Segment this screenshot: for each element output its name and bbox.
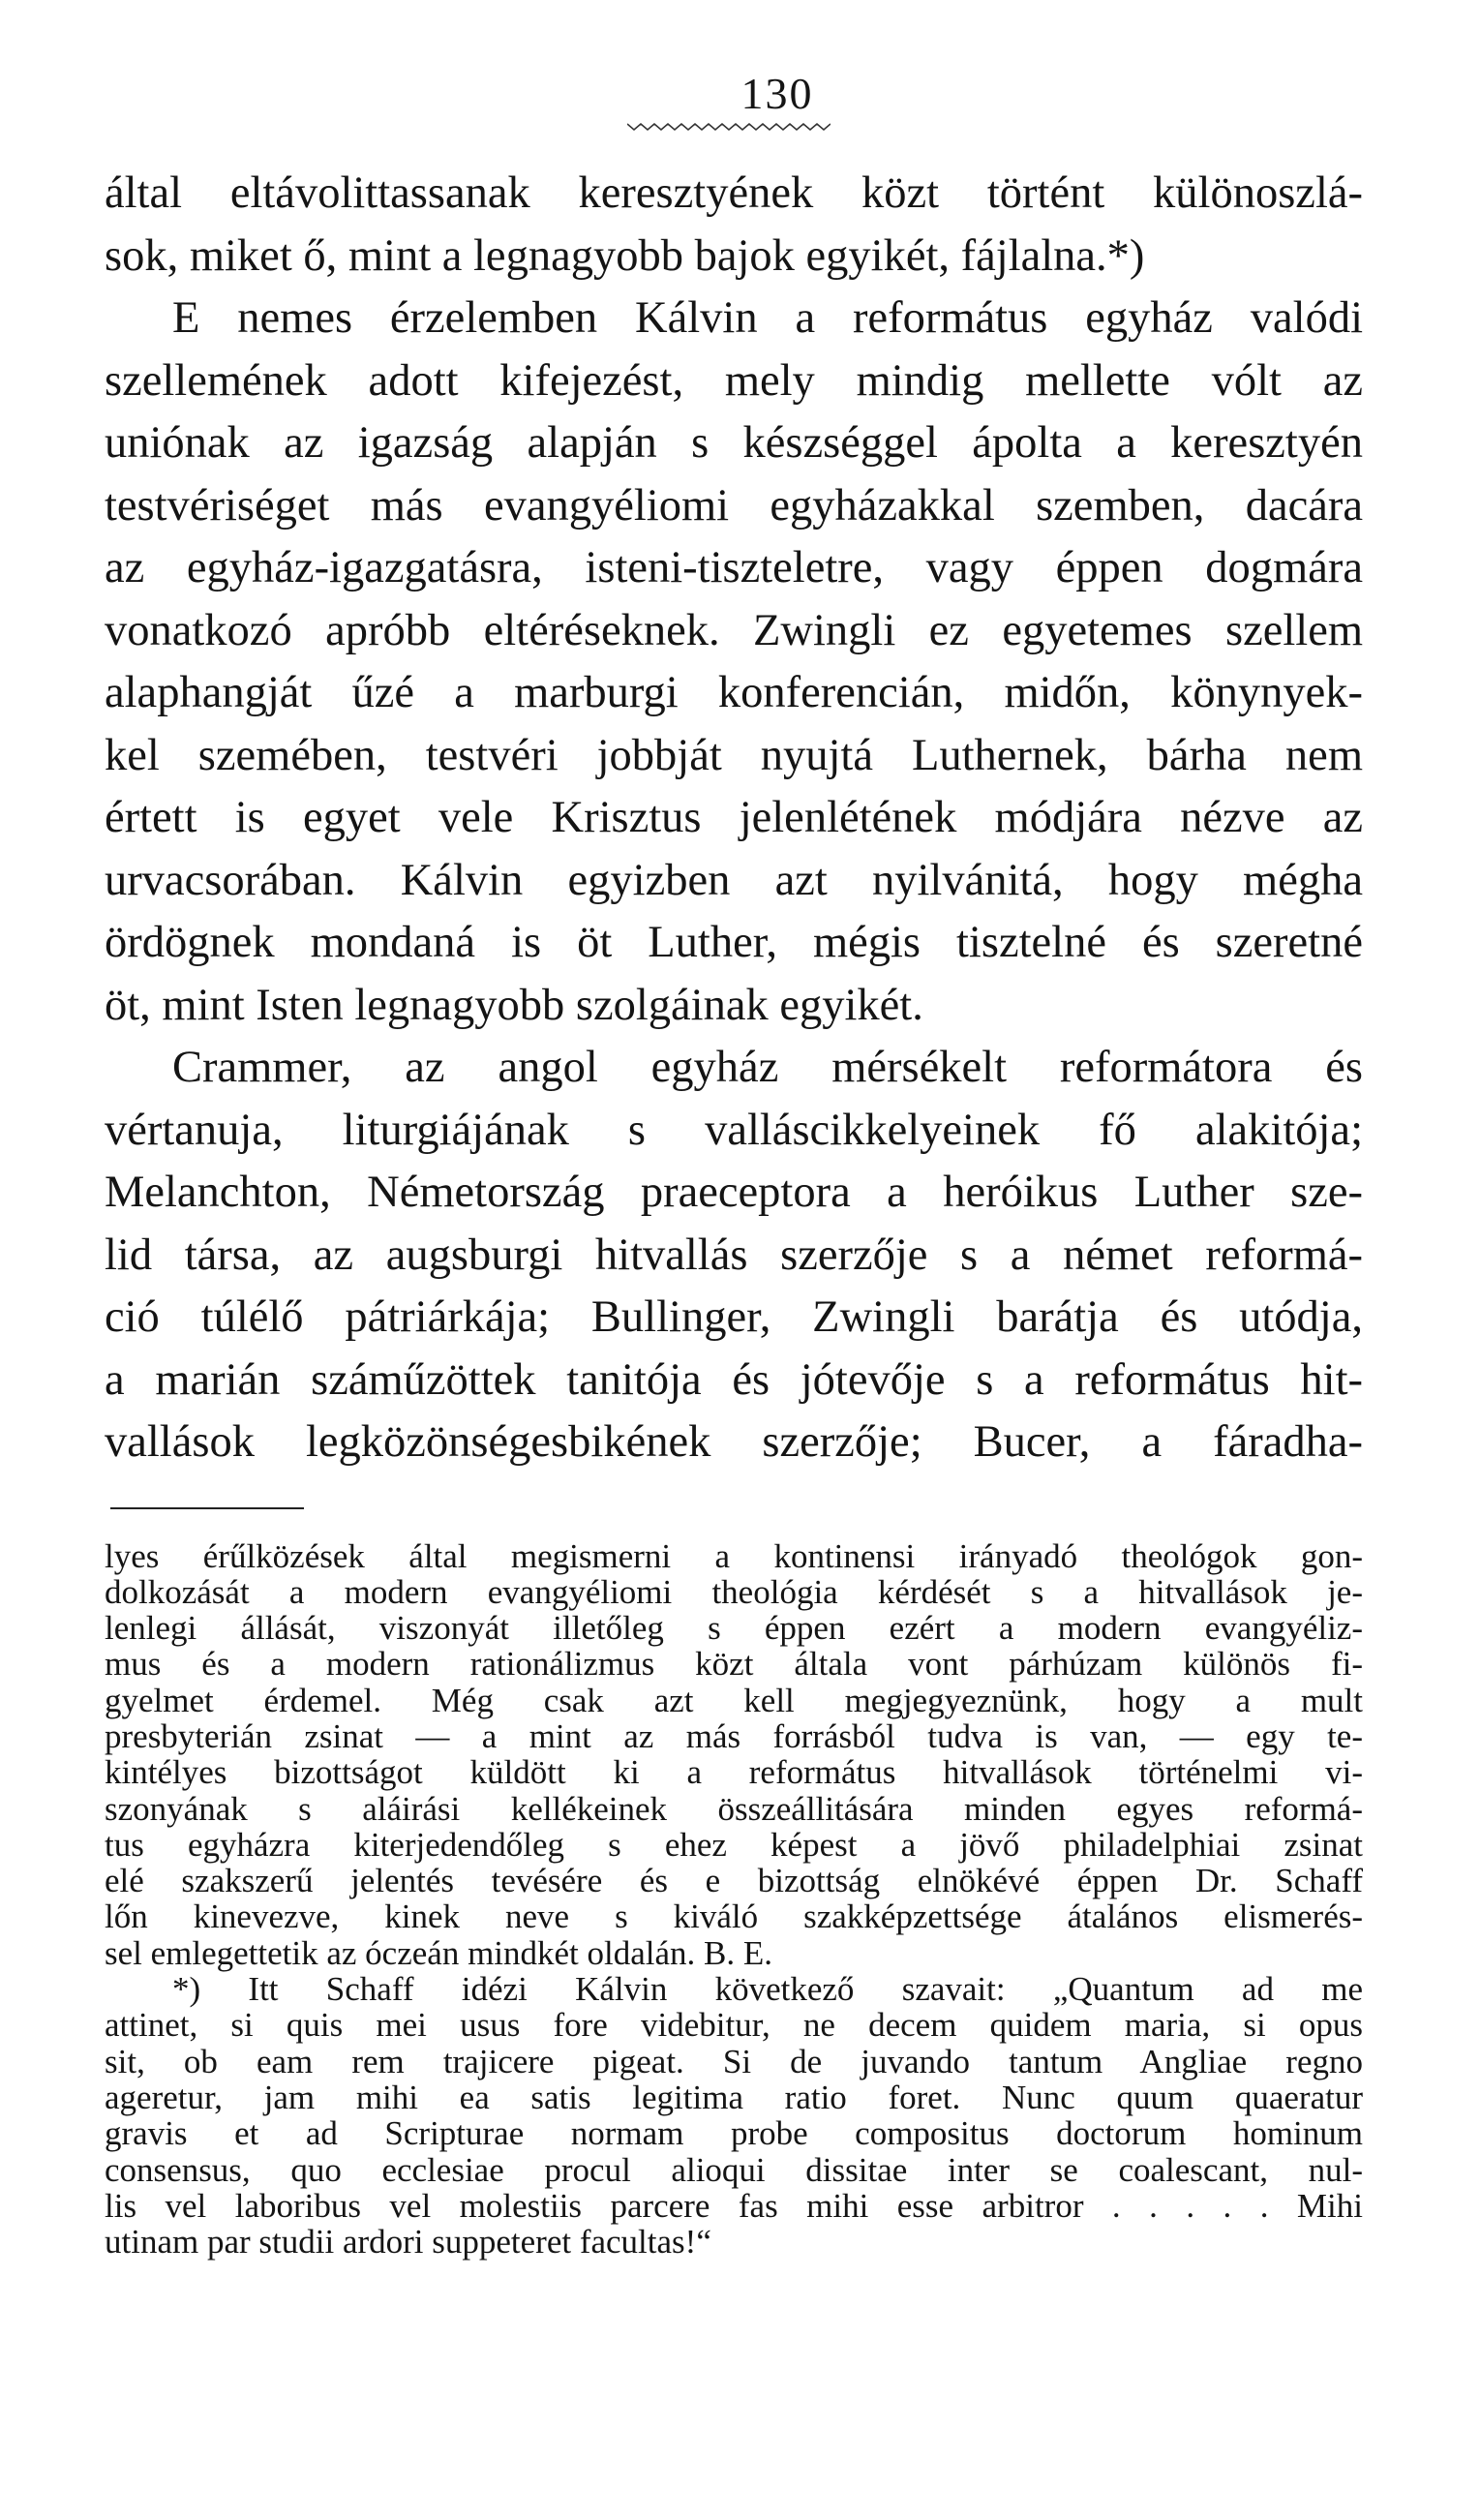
book-page [105, 68, 1363, 2260]
main-line: kel szemében, testvéri jobbját nyujtá Luthernek, bárha nem [105, 730, 1363, 780]
footnote-line: gyelmet érdemel. Még csak azt kell megjegyeznünk, hogy a mult [105, 1681, 1363, 1719]
footnote-line: attinet, si quis mei usus fore videbitur, ne decem quidem maria, si opus [105, 2006, 1363, 2045]
footnote-line: szonyának s aláirási kellékeinek összeállitására minden egyes reformá- [105, 1789, 1363, 1828]
footnote-line: tus egyházra kiterjedendőleg s ehez képest a jövő philadelphiai zsinat [105, 1825, 1363, 1864]
main-line: értett is egyet vele Krisztus jelenlétének módjára nézve az [105, 793, 1363, 842]
footnote-line: ageretur, jam mihi ea satis legitima ratio foret. Nunc quum quaeratur [105, 2078, 1363, 2116]
footnote-line: utinam par studii ardori suppeteret facultas!“ [105, 2223, 711, 2262]
main-line: sok, miket ő, mint a legnagyobb bajok egyikét, fájlalna.*) [105, 230, 1145, 281]
main-line: vallások legközönségesbikének szerzője; Bucer, a fáradha- [105, 1417, 1363, 1467]
wavy-ornament-icon [627, 120, 831, 134]
footnote-line: elé szakszerű jelentés tevésére és e bizottság elnökévé éppen Dr. Schaff [105, 1862, 1363, 1900]
footnote-line: lőn kinevezve, kinek neve s kiváló szakképzettsége átalános elismerés- [105, 1898, 1363, 1936]
footnote-divider [110, 1507, 304, 1509]
main-line: E nemes érzelemben Kálvin a református egyház valódi [172, 293, 1363, 343]
footnote-line: consensus, quo ecclesiae procul alioqui dissitae inter se coalescant, nul- [105, 2150, 1363, 2189]
main-line: által eltávolittassanak keresztyének közt történt különoszlá- [105, 168, 1363, 218]
footnote-line: kintélyes bizottságot küldött ki a református hitvallások történelmi vi- [105, 1753, 1363, 1792]
main-line: alaphangját űzé a marburgi konferencián, midőn, könynyek- [105, 668, 1363, 717]
main-text [105, 163, 1363, 1474]
footnote-line: dolkozását a modern evangyéliomi theológia kérdését s a hitvallások je- [105, 1572, 1363, 1611]
main-line: urvacsorában. Kálvin egyizben azt nyilvánitá, hogy mégha [105, 855, 1363, 905]
main-line: a marián száműzöttek tanitója és jótevője s a református hit- [105, 1354, 1363, 1405]
main-line: az egyház-igazgatásra, isteni-tiszteletre, vagy éppen dogmára [105, 543, 1363, 592]
main-line: szellemének adott kifejezést, mely mindig mellette vólt az [105, 355, 1363, 406]
main-line: testvériséget más evangyéliomi egyházakkal szemben, dacára [105, 480, 1363, 531]
main-line: öt, mint Isten legnagyobb szolgáinak egyikét. [105, 980, 923, 1030]
footnote-line: lis vel laboribus vel molestiis parcere fas mihi esse arbitror . . . . . Mihi [105, 2186, 1363, 2225]
footnote-line: mus és a modern rationálizmus közt általa vont párhúzam különös fi- [105, 1645, 1363, 1684]
footnote-line: presbyterián zsinat — a mint az más forrásból tudva is van, — egy te- [105, 1716, 1363, 1755]
footnote-line: gravis et ad Scripturae normam probe compositus doctorum hominum [105, 2114, 1363, 2153]
main-line: uniónak az igazság alapján s készséggel ápolta a keresztyén [105, 418, 1363, 468]
footnote-line: lenlegi állását, viszonyát illetőleg s éppen ezért a modern evangyéliz- [105, 1609, 1363, 1648]
main-line: ördögnek mondaná is öt Luther, mégis tisztelné és szeretné [105, 918, 1363, 967]
main-line: vértanuja, liturgiájának s valláscikkelyeinek fő alakitója; [105, 1105, 1363, 1155]
main-line: ció túlélő pátriárkája; Bullinger, Zwingli barátja és utódja, [105, 1292, 1363, 1342]
footnote-line: sit, ob eam rem trajicere pigeat. Si de juvando tantum Angliae regno [105, 2042, 1363, 2080]
main-line: lid társa, az augsburgi hitvallás szerzője s a német reformá- [105, 1230, 1363, 1280]
footnote-line: lyes érűlközések által megismerni a kontinensi irányadó theológok gon- [105, 1536, 1363, 1575]
main-line: vonatkozó apróbb eltéréseknek. Zwingli ez egyetemes szellem [105, 605, 1363, 655]
footnote-line: sel emlegettetik az óczeán mindkét oldalán. B. E. [105, 1933, 773, 1972]
footnote-line: *) Itt Schaff idézi Kálvin következő szavait: „Quantum ad me [172, 1970, 1363, 2009]
main-line: Melanchton, Németország praeceptora a heróikus Luther sze- [105, 1168, 1363, 1217]
page-number: 130 [740, 69, 814, 118]
footnotes [105, 1538, 1363, 2261]
main-line: Crammer, az angol egyház mérsékelt reformátora és [172, 1043, 1363, 1092]
